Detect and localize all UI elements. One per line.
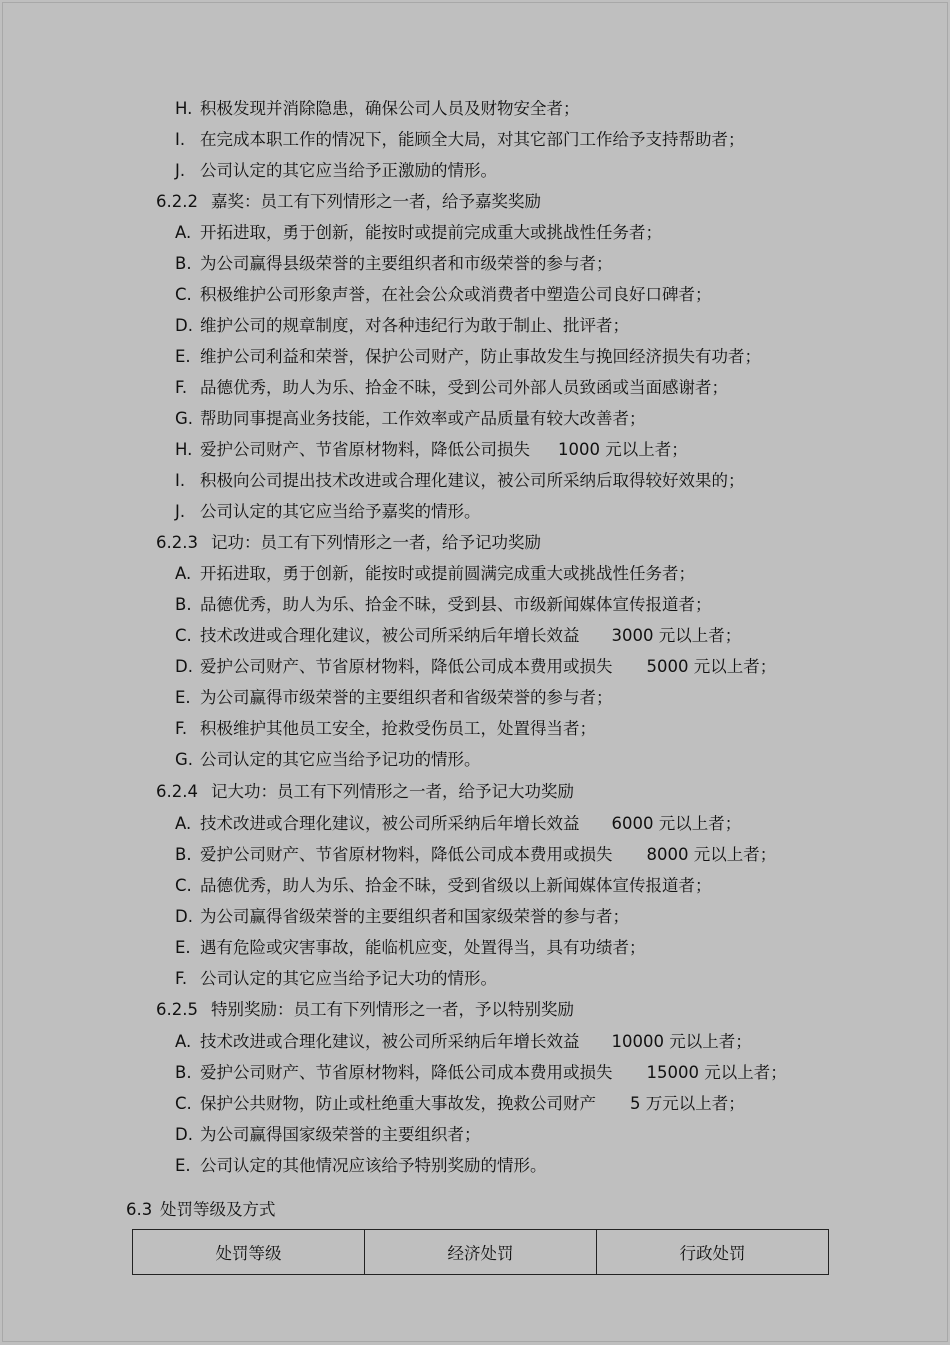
list-item: H. 爱护公司财产、节省原材物料，降低公司损失 1000 元以上者； — [175, 440, 688, 459]
list-item: A. 开拓进取，勇于创新，能按时或提前圆满完成重大或挑战性任务者； — [175, 564, 695, 583]
section-heading-6-2-2: 6.2.2 嘉奖：员工有下列情形之一者，给予嘉奖奖励 — [156, 192, 541, 211]
list-item: F. 公司认定的其它应当给予记大功的情形。 — [175, 969, 497, 988]
list-item: I. 积极向公司提出技术改进或合理化建议，被公司所采纳后取得较好效果的； — [175, 471, 745, 490]
list-item: E. 维护公司利益和荣誉，保护公司财产，防止事故发生与挽回经济损失有功者； — [175, 347, 761, 366]
list-item: J. 公司认定的其它应当给予正激励的情形。 — [175, 161, 497, 180]
table-header-cell: 处罚等级 — [133, 1230, 365, 1275]
section-heading-6-2-3: 6.2.3 记功：员工有下列情形之一者，给予记功奖励 — [156, 533, 541, 552]
list-item: B. 爱护公司财产、节省原材物料，降低公司成本费用或损失 8000 元以上者； — [175, 845, 777, 864]
list-item: D. 为公司赢得国家级荣誉的主要组织者； — [175, 1125, 481, 1144]
list-item: C. 积极维护公司形象声誉，在社会公众或消费者中塑造公司良好口碑者； — [175, 285, 712, 304]
list-item: E. 公司认定的其他情况应该给予特别奖励的情形。 — [175, 1156, 547, 1175]
list-item: B. 为公司赢得县级荣誉的主要组织者和市级荣誉的参与者； — [175, 254, 613, 273]
list-item: E. 为公司赢得市级荣誉的主要组织者和省级荣誉的参与者； — [175, 688, 613, 707]
table-header-row — [133, 1230, 829, 1275]
list-item: C. 保护公共财物，防止或杜绝重大事故发，挽救公司财产 5 万元以上者； — [175, 1094, 745, 1113]
table-header-cell: 行政处罚 — [597, 1230, 829, 1275]
list-item: G. 帮助同事提高业务技能，工作效率或产品质量有较大改善者； — [175, 409, 646, 428]
list-item: F. 积极维护其他员工安全，抢救受伤员工，处置得当者； — [175, 719, 596, 738]
list-item: C. 品德优秀，助人为乐、拾金不昧，受到省级以上新闻媒体宣传报道者； — [175, 876, 712, 895]
list-item: E. 遇有危险或灾害事故，能临机应变，处置得当，具有功绩者； — [175, 938, 646, 957]
list-item: B. 品德优秀，助人为乐、拾金不昧，受到县、市级新闻媒体宣传报道者； — [175, 595, 712, 614]
table-header-cell: 经济处罚 — [365, 1230, 597, 1275]
list-item: D. 为公司赢得省级荣誉的主要组织者和国家级荣誉的参与者； — [175, 907, 629, 926]
penalty-table — [132, 1229, 829, 1275]
list-item: J. 公司认定的其它应当给予嘉奖的情形。 — [175, 502, 481, 521]
list-item: D. 爱护公司财产、节省原材物料，降低公司成本费用或损失 5000 元以上者； — [175, 657, 777, 676]
document-page — [2, 2, 948, 1342]
list-item: A. 技术改进或合理化建议，被公司所采纳后年增长效益 6000 元以上者； — [175, 814, 742, 833]
list-item: F. 品德优秀，助人为乐、拾金不昧，受到公司外部人员致函或当面感谢者； — [175, 378, 728, 397]
list-item: D. 维护公司的规章制度，对各种违纪行为敢于制止、批评者； — [175, 316, 629, 335]
list-item: C. 技术改进或合理化建议，被公司所采纳后年增长效益 3000 元以上者； — [175, 626, 742, 645]
section-heading-6-3: 6.3 处罚等级及方式 — [126, 1200, 276, 1219]
list-item: B. 爱护公司财产、节省原材物料，降低公司成本费用或损失 15000 元以上者； — [175, 1063, 787, 1082]
list-item: A. 技术改进或合理化建议，被公司所采纳后年增长效益 10000 元以上者； — [175, 1032, 752, 1051]
list-item: I. 在完成本职工作的情况下，能顾全大局，对其它部门工作给予支持帮助者； — [175, 130, 745, 149]
list-item: A. 开拓进取，勇于创新，能按时或提前完成重大或挑战性任务者； — [175, 223, 662, 242]
list-item: H. 积极发现并消除隐患，确保公司人员及财物安全者； — [175, 99, 580, 118]
section-heading-6-2-4: 6.2.4 记大功：员工有下列情形之一者，给予记大功奖励 — [156, 782, 574, 801]
section-heading-6-2-5: 6.2.5 特别奖励：员工有下列情形之一者，予以特别奖励 — [156, 1000, 574, 1019]
list-item: G. 公司认定的其它应当给予记功的情形。 — [175, 750, 481, 769]
